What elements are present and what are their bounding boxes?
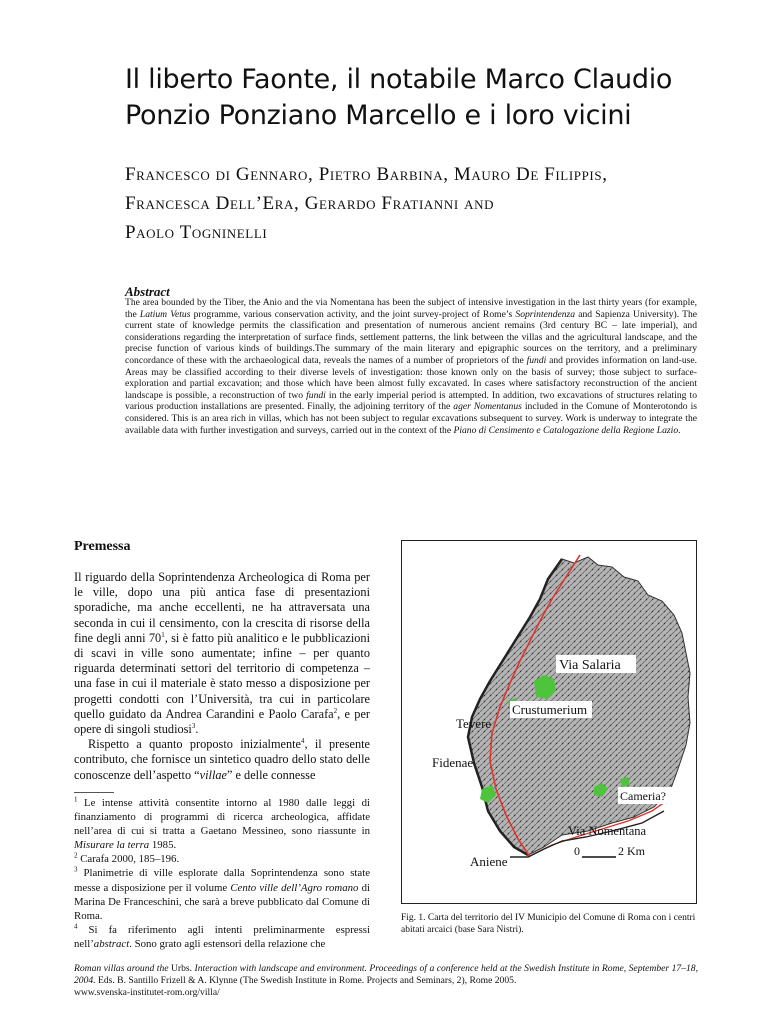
text-segment: , si è fatto più analitico e le pubblicazioni di scavi in ville sono aumentate; infine – per quanto riguarda determinati settori del territorio di competenza – una fase in cui il materiale è stato messo a disposizione per progetti condotti con l’Università, tra cui in particolare quello guidato da Andrea Carandini e Paolo Carafa	[74, 630, 370, 721]
footnote-number: 2	[74, 851, 78, 860]
footer-italic: Roman villas around the	[74, 963, 169, 974]
via-salaria-label: Via Salaria	[559, 658, 621, 673]
abstract-italic: Latium Vetus	[139, 308, 191, 320]
scale-km-label: 2 Km	[618, 844, 645, 858]
body-paragraph	[74, 737, 370, 783]
footnote-ref: 3	[191, 721, 196, 730]
scale-zero-label: 0	[574, 844, 580, 858]
author-line: Francesco di Gennaro, Pietro Barbina, Mauro De Filippis,	[125, 164, 608, 185]
footer-segment: Urbs.	[168, 963, 195, 974]
abstract-heading: Abstract	[125, 284, 170, 299]
map-canvas	[402, 541, 696, 903]
footnote-number: 1	[74, 795, 78, 804]
text-segment: Il riguardo della Soprintendenza Archeologica di Roma per le ville, dopo una più antica fase di presentazioni sporadiche, ma anche eccellenti, ne ha attraversata una seconda in cui il censimento, con la crescita di risorse della fine degli anni 70	[74, 570, 370, 645]
abstract-segment: programme, various conservation activity, and the joint survey-project of Rome’s	[190, 308, 516, 320]
footnote	[74, 923, 370, 951]
footnote-segment: di Marina De Franceschini, che sarà a breve pubblicato dal Comune di Roma.	[74, 881, 370, 922]
footnote-italic: Cento ville dell’Agro romano	[230, 881, 359, 894]
author-line: Francesca Dell’Era, Gerardo Fratianni and	[125, 193, 495, 214]
abstract-italic: fundi	[526, 354, 547, 366]
footnote-ref: 1	[161, 630, 165, 639]
footnote-number: 4	[74, 922, 78, 931]
footnote-segment: . Sono grato agli estensori della relazione che	[129, 937, 326, 950]
footnote-segment: Planimetrie di ville esplorate dalla Soprintendenza sono state messe a disposizione per il volume	[74, 867, 370, 894]
footnote-italic: Misurare la terra	[74, 839, 150, 852]
footnotes	[74, 796, 370, 951]
footnote-segment: Carafa 2000, 185–196.	[77, 853, 180, 866]
text-segment: Rispetto a quanto proposto inizialmente	[88, 737, 301, 752]
abstract-segment: .	[678, 424, 681, 436]
footnote	[74, 796, 370, 852]
abstract-segment: The area bounded by the Tiber, the Anio and the via Nomentana has been the subject of intensive investigation in the last thirty years (for example, the	[125, 297, 697, 320]
text-segment: .	[195, 722, 199, 737]
footnote-segment: 1985.	[149, 839, 177, 852]
footnote-number: 3	[74, 865, 78, 874]
via-nomentana-label: Via Nomentana	[568, 824, 647, 838]
footer-segment: Eds. B. Santillo Frizell & A. Klynne (The Swedish Institute in Rome. Projects and Seminars, 2), Rome 2005.	[95, 975, 517, 987]
footnote	[74, 852, 370, 866]
figure-caption: Fig. 1. Carta del territorio del IV Municipio del Comune di Roma con i centri abitati arcaici (base Sara Nistri).	[401, 913, 696, 935]
footnote-ref: 4	[301, 737, 305, 746]
footnote-segment: Si fa riferimento agli intenti preliminarmente espressi nell’	[74, 923, 370, 950]
footnote-rule	[74, 792, 114, 793]
abstract-segment: in the early imperial period is attempted. In addition, two excavations of structures relating to various production installations are presented. Finally, the adjoining territory of the	[125, 389, 698, 413]
footer-url: www.svenska-institutet-rom.org/villa/	[74, 987, 220, 999]
footer-italic: Interaction with landscape and environment. Proceedings of a conference held at the Swedish Institute in Rome, September 17–18, 2004.	[74, 963, 698, 987]
tevere-label: Tevere	[456, 716, 492, 731]
abstract-italic: Soprintendenza	[515, 308, 576, 320]
abstract-italic: fundi	[306, 389, 326, 401]
footnote-italic: abstract	[93, 937, 130, 950]
text-segment: , il presente contributo, che fornisce un sintetico quadro dello stato delle conoscenze dell’aspetto “	[74, 737, 371, 782]
footnote-segment: Le intense attività consentite intorno al 1980 dalle leggi di finanziamento di programmi di ricerca archeologica, affidate nell’area di cui si tratta a Gaetano Messineo, sono riassunte in	[74, 797, 370, 838]
abstract-italic: ager Nomentanus	[453, 401, 522, 413]
section-heading: Premessa	[74, 539, 131, 554]
abstract-text	[125, 297, 697, 436]
crustumerium-label: Crustumerium	[512, 702, 588, 717]
abstract-segment: and Sapienza University). The current state of knowledge permits the classification and presentation of numerous ancient remains (3rd century BC – late imperial), and considerations regarding the interpretation of surface finds, settlement patterns, the link between the villas and the agricultural landscape, and the precise function of various kinds of buildings.The summary of the main literary and epigraphic sources on the territory, and a preliminary concordance of these with the archaeological data, reveals the names of a number of proprietors of the	[125, 308, 697, 366]
text-segment: , e per opere di singoli studiosi	[74, 706, 370, 737]
abstract-italic: Piano di Censimento e Catalogazione della Regione Lazio	[453, 424, 679, 436]
body-text	[74, 570, 370, 783]
article-title: Il liberto Faonte, il notabile Marco Claudio Ponzio Ponziano Marcello e i loro vicini	[125, 64, 673, 131]
text-segment: ” e delle connesse	[226, 767, 316, 782]
footnote	[74, 866, 370, 922]
text-italic: villae	[199, 767, 227, 782]
aniene-label: Aniene	[470, 854, 508, 869]
footnote-ref: 2	[333, 706, 338, 715]
abstract-segment: included in the Comune of Monterotondo is considered. This is an area rich in villas, which has not been subject to regular excavations subsequent to survey. Work is underway to integrate the available data with further investigation and surveys, carried out in the context of the	[125, 401, 697, 436]
fidenae-label: Fidenae	[432, 755, 474, 770]
cameria-label: Cameria?	[620, 789, 666, 803]
territory-map	[401, 540, 697, 904]
page-footer	[74, 963, 698, 1000]
author-line: Paolo Togninelli	[125, 222, 268, 243]
author-list	[125, 160, 745, 247]
abstract-segment: and provides information on land-use. Areas may be classified according to their diverse levels of investigation: those known only on the basis of survey; those subject to surface-exploration and partial excavation; and those which have been almost fully excavated. In cases where satisfactory reconstruction of the ancient landscape is possible, a reconstruction of two	[125, 354, 698, 401]
body-paragraph	[74, 570, 370, 737]
